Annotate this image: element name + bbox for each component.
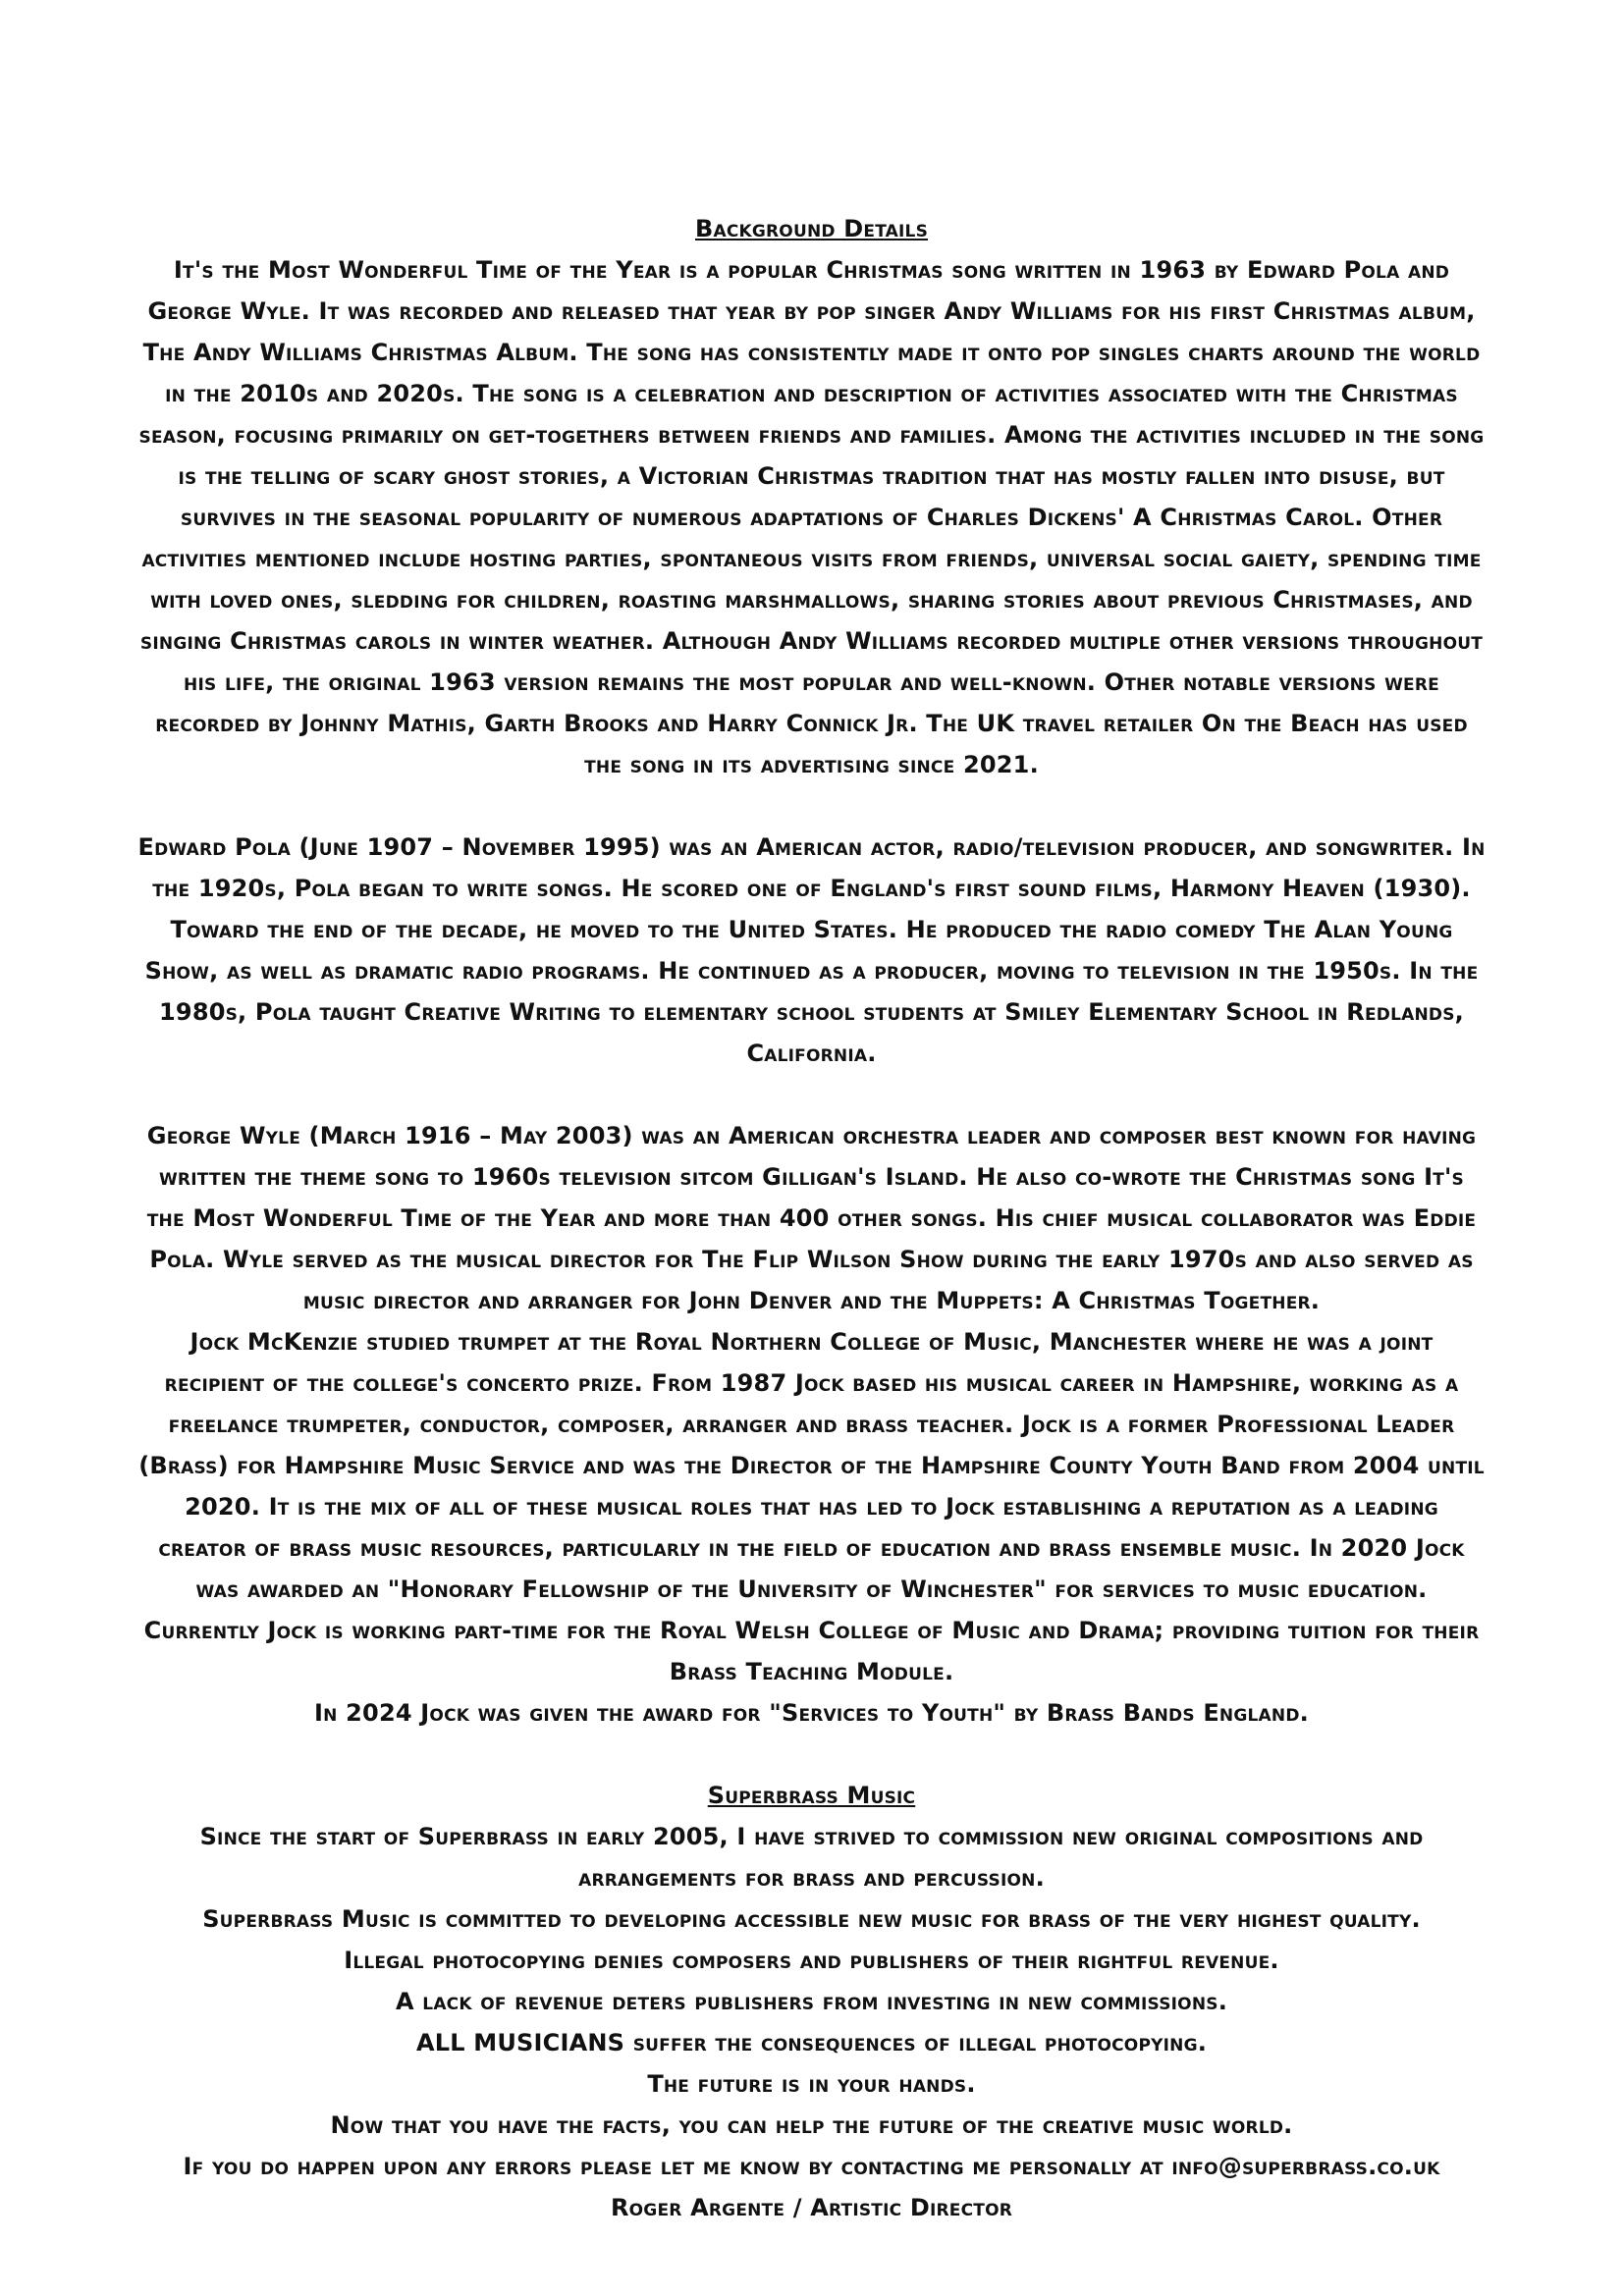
signature-line: Roger Argente / Artistic Director (610, 2194, 1013, 2221)
superbrass-heading: Superbrass Music (707, 1782, 916, 1809)
superbrass-line: Superbrass Music is committed to developing accessible new music for brass of the very highest quality. (202, 1905, 1421, 1933)
background-heading: Background Details (694, 215, 929, 242)
intro-paragraph: It's the Most Wonderful Time of the Year is a popular Christmas song written in 1963 by Edward Pola and George Wyle. It was recorded and released that year by pop singer Andy Williams for his first Christmas album, The Andy Williams Christmas Album. The song has consistently made it onto pop singles charts around the world in the 2010s and 2020s. The song is a celebration and description of activities associated with the Christmas season, focusing primarily on get-togethers between friends and families. Among the activities included in the song is the telling of scary ghost stories, a Victorian Christmas tradition that has mostly fallen into disuse, but survives in the seasonal popularity of numerous adaptations of Charles Dickens' A Christmas Carol. Other activities mentioned include hosting parties, spontaneous visits from friends, universal social gaiety, spending time with loved ones, sledding for children, roasting marshmallows, sharing stories about previous Christmases, and singing Christmas carols in winter weather. Although Andy Williams recorded multiple other versions throughout his life, the original 1963 version remains the most popular and well-known. Other notable versions were recorded by Johnny Mathis, Garth Brooks and Harry Connick Jr. The UK travel retailer On the Beach has used the song in its advertising since 2021. (138, 256, 1485, 778)
document-page (137, 208, 1486, 2228)
spacer (137, 785, 1486, 827)
superbrass-line: Since the start of Superbrass in early 2005, I have strived to commission new original compositions and arrangements for brass and percussion. (199, 1823, 1424, 1892)
superbrass-line: The future is in your hands. (647, 2070, 976, 2098)
pola-paragraph: Edward Pola (June 1907 – November 1995) was an American actor, radio/television producer, and songwriter. In the 1920s, Pola began to write songs. He scored one of England's first sound films, Harmony Heaven (1930). Toward the end of the decade, he moved to the United States. He produced the radio comedy The Alan Young Show, as well as dramatic radio programs. He continued as a producer, moving to television in the 1950s. In the 1980s, Pola taught Creative Writing to elementary school students at Smiley Elementary School in Redlands, California. (137, 833, 1486, 1067)
musicians-line (137, 2022, 1486, 2063)
all-musicians-emphasis: ALL MUSICIANS (415, 2029, 625, 2056)
superbrass-line: A lack of revenue deters publishers from investing in new commissions. (395, 1988, 1228, 2015)
musicians-line-rest: suffer the consequences of illegal photocopying. (624, 2029, 1208, 2056)
spacer (137, 1074, 1486, 1115)
superbrass-line: Now that you have the facts, you can help the future of the creative music world. (330, 2111, 1293, 2139)
award-line: In 2024 Jock was given the award for "Services to Youth" by Brass Bands England. (314, 1699, 1309, 1727)
wyle-paragraph: George Wyle (March 1916 – May 2003) was an American orchestra leader and composer best known for having written the theme song to 1960s television sitcom Gilligan's Island. He also co-wrote the Christmas song It's the Most Wonderful Time of the Year and more than 400 other songs. His chief musical collaborator was Eddie Pola. Wyle served as the musical director for The Flip Wilson Show during the early 1970s and also served as music director and arranger for John Denver and the Muppets: A Christmas Together. (146, 1122, 1477, 1314)
jock-paragraph: Jock McKenzie studied trumpet at the Royal Northern College of Music, Manchester where he was a joint recipient of the college's concerto prize. From 1987 Jock based his musical career in Hampshire, working as a freelance trumpeter, conductor, composer, arranger and brass teacher. Jock is a former Professional Leader (Brass) for Hampshire Music Service and was the Director of the Hampshire County Youth Band from 2004 until 2020. It is the mix of all of these musical roles that has led to Jock establishing a reputation as a leading creator of brass music resources, particularly in the field of education and brass ensemble music. In 2020 Jock was awarded an "Honorary Fellowship of the University of Winchester" for services to music education. Currently Jock is working part-time for the Royal Welsh College of Music and Drama; providing tuition for their Brass Teaching Module. (138, 1328, 1485, 1685)
contact-line: If you do happen upon any errors please let me know by contacting me personally at info@superbrass.co.uk (183, 2153, 1440, 2180)
spacer (137, 1734, 1486, 1775)
superbrass-line: Illegal photocopying denies composers and publishers of their rightful revenue. (344, 1947, 1279, 1974)
